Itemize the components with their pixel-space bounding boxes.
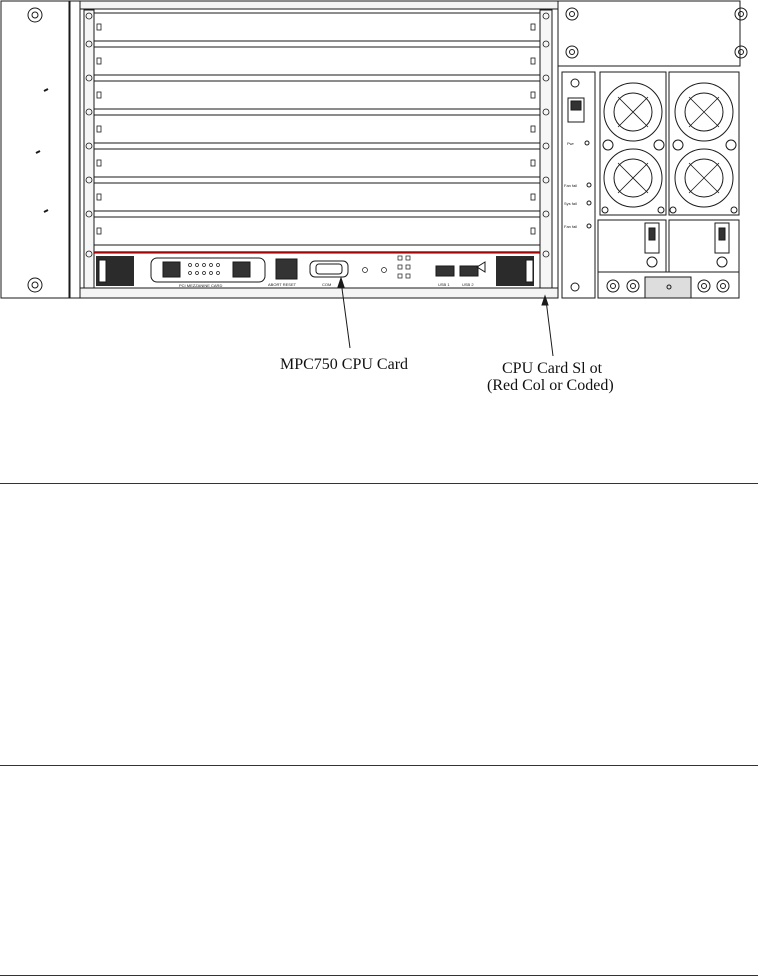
screw-icon xyxy=(566,8,578,20)
cpu-slot-callout-line2: (Red Col or Coded) xyxy=(487,377,614,394)
arrow-head-icon xyxy=(338,278,344,287)
left-side-panel xyxy=(1,1,69,298)
screw-icon xyxy=(627,280,639,292)
screw-icon xyxy=(571,283,579,291)
filler-panel xyxy=(94,47,540,75)
divider-rule xyxy=(0,975,758,976)
screw-icon xyxy=(698,280,710,292)
ethernet-port-icon xyxy=(163,262,180,277)
filler-panel xyxy=(94,115,540,143)
fan-icon xyxy=(604,149,662,207)
screw-icon xyxy=(571,79,579,87)
fan-fail-led-icon xyxy=(587,183,591,187)
abort-reset-label: ABORT RESET xyxy=(268,282,297,287)
screw-icon xyxy=(607,280,619,292)
com-label: COM xyxy=(322,282,332,287)
screw-icon xyxy=(735,46,747,58)
filler-panel xyxy=(94,13,540,41)
divider-rule xyxy=(0,765,758,766)
led-indicators xyxy=(363,256,411,278)
power-label: Pwr xyxy=(567,141,574,146)
fan-fail-label: Fan fail xyxy=(564,224,578,229)
fan-tray xyxy=(669,72,739,215)
sys-fail-label: Sys fail xyxy=(564,201,577,206)
fan-icon xyxy=(604,83,662,141)
fan-icon xyxy=(675,83,733,141)
cpu-card-callout: MPC750 CPU Card xyxy=(280,356,409,373)
screw-icon xyxy=(717,280,729,292)
right-top-panel xyxy=(558,1,747,66)
divider-rule xyxy=(0,483,758,484)
usb-port-icon xyxy=(460,266,478,276)
screw-icon xyxy=(566,46,578,58)
abort-reset-port-icon xyxy=(276,259,297,279)
power-supply xyxy=(598,220,666,272)
bottom-rail xyxy=(598,272,739,298)
fan-icon xyxy=(675,149,733,207)
pci-mezzanine-card xyxy=(151,258,265,282)
cpu-slot-callout-line1: CPU Card Sl ot xyxy=(502,360,603,377)
power-supply xyxy=(669,220,739,272)
filler-panel xyxy=(94,183,540,211)
usb2-label: USB 2 xyxy=(462,282,474,287)
usb-port-icon xyxy=(436,266,454,276)
fan-tray xyxy=(600,72,666,215)
filler-panel xyxy=(94,81,540,109)
slot-screws xyxy=(86,13,549,257)
filler-panel xyxy=(94,149,540,177)
usb1-label: USB 1 xyxy=(438,282,450,287)
power-led-icon xyxy=(585,141,589,145)
pci-mezzanine-label: PCI MEZZANINE CARD xyxy=(179,283,223,288)
cpu-slot-leader-line xyxy=(546,300,553,356)
fan-fail-led-icon xyxy=(587,224,591,228)
ethernet-port-icon xyxy=(233,262,250,277)
sys-fail-led-icon xyxy=(587,201,591,205)
screw-icon xyxy=(735,8,747,20)
filler-panel xyxy=(94,217,540,245)
fan-fail-label: Fan fail xyxy=(564,183,578,188)
card-slots xyxy=(94,13,540,245)
